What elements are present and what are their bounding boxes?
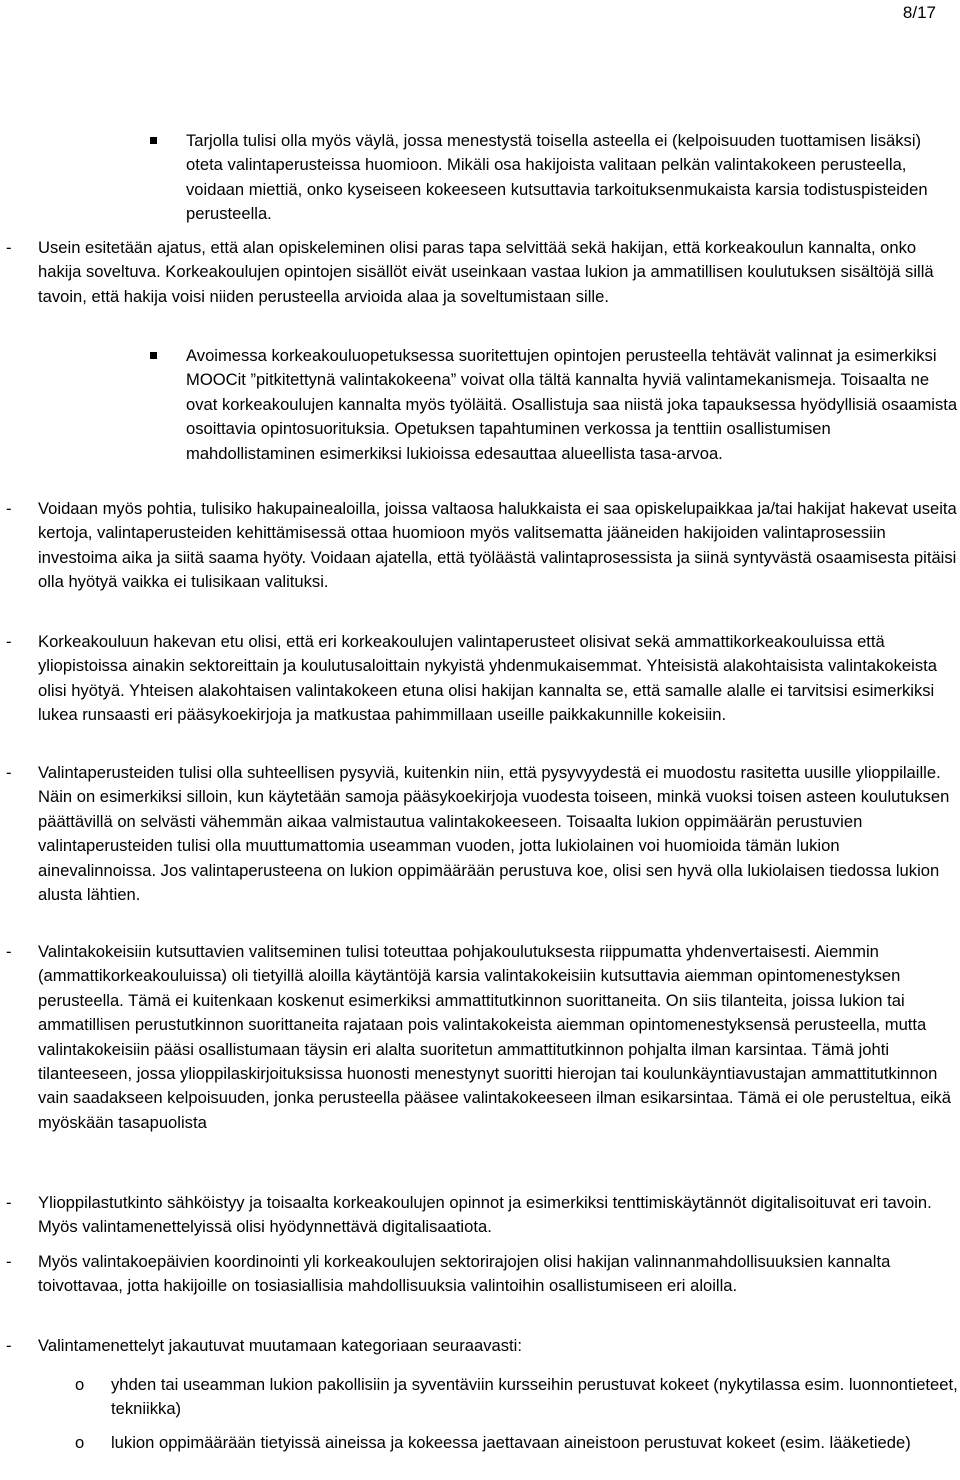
square-bullet-icon bbox=[150, 352, 157, 359]
page-number: 8/17 bbox=[902, 3, 936, 22]
sub-list-item bbox=[75, 1373, 960, 1422]
list-item-text: Myös valintakoepäivien koordinointi yli korkeakoulujen sektorirajojen olisi hakijan valinnanmahdollisuuksien kannalta toivottavaa, jotta hakijoille on tosiasiallisia mahdollisuuksia valintoihin osallistumiseen eri aloilla. bbox=[38, 1252, 891, 1296]
list-item-dash bbox=[6, 940, 960, 1135]
list-item-dash bbox=[6, 236, 960, 309]
list-item-dash bbox=[6, 630, 960, 728]
list-item-text: Voidaan myös pohtia, tulisiko hakupainealoilla, joissa valtaosa halukkaista ei saa opiskelupaikkaa ja/tai hakijat hakevat useita kertoja, valintaperusteiden kehittämisessä ottaa huomioon myös valitsematta jääneiden hakijoiden valintaprosessiin investoima aika ja siitä saama hyöty. Voidaan ajatella, että työläästä valintaprosessista ja siinä syntyvästä osaamisesta pitäisi olla hyötyä vaikka ei tulisikaan valituksi. bbox=[38, 499, 957, 592]
dash-marker: - bbox=[6, 942, 12, 961]
list-item-dash bbox=[6, 497, 960, 595]
list-item-dash bbox=[6, 1191, 960, 1240]
dash-marker: - bbox=[6, 238, 12, 257]
list-item-text: Valintakokeisiin kutsuttavien valitseminen tulisi toteuttaa pohjakoulutuksesta riippumatta yhdenvertaisesti. Aiemmin (ammattikorkeakouluissa) oli tietyillä aloilla käytäntöjä karsia valintakokeisiin kutsuttavia aiemman opintomenestyksen perusteella. Tämä ei kuitenkaan koskenut esimerkiksi ammattitutkinnon suorittaneita. On siis tilanteita, joissa lukion tai ammatillisen perustutkinnon suorittaneita rajataan pois valintakokeista aiemman opintomenestyksensä perusteella, mutta valintakokeisiin pääsi osallistumaan täysin eri alalta suoritetun ammattitutkinnon pohjalta ilman karsintaa. Tämä johti tilanteeseen, jossa ylioppilaskirjoituksissa huonosti menestynyt suoritti hierojan tai koulunkäyntiavustajan ammattitutkinnon vain saadakseen kelpoisuuden, jonka perusteella pääsee valintakokeeseen ilman esikarsintaa. Tämä ei ole perusteltua, eikä myöskään tasapuolista bbox=[38, 942, 951, 1132]
list-item-text: Usein esitetään ajatus, että alan opiskeleminen olisi paras tapa selvittää sekä hakijan, että korkeakoulun kannalta, onko hakija soveltuva. Korkeakoulujen opintojen sisällöt eivät useinkaan vastaa lukion ja ammatillisen koulutuksen sisältöjä sillä tavoin, että hakija voisi niiden perusteella arvioida alaa ja soveltumistaan sille. bbox=[38, 238, 934, 306]
bullet-text: Avoimessa korkeakouluopetuksessa suoritettujen opintojen perusteella tehtävät valinnat ja esimerkiksi MOOCit ”pitkitettynä valintakokeena” voivat olla tältä kannalta hyviä valintamekanismeja. Toisaalta ne ovat korkeakoulujen kannalta myös työläitä. Osallistuja saa niistä joka tapauksessa hyödyllisiä osaamista osoittavia opintosuorituksia. Opetuksen tapahtuminen verkossa ja tenttiin osallistumisen mahdollistaminen esimerkiksi lukioissa edesauttaa alueellista tasa-arvoa. bbox=[186, 346, 958, 463]
dash-marker: - bbox=[6, 632, 12, 651]
bullet-text: Tarjolla tulisi olla myös väylä, jossa menestystä toisella asteella ei (kelpoisuuden tuottamisen lisäksi) oteta valintaperusteissa huomioon. Mikäli osa hakijoista valitaan pelkän valintakokeen perusteella, voidaan miettiä, onko kyseiseen kokeeseen kutsuttavia tarkoituksenmukaista karsia todistuspisteiden perusteella. bbox=[186, 131, 928, 224]
circle-bullet-icon: o bbox=[75, 1375, 85, 1394]
list-item-dash bbox=[6, 1250, 960, 1299]
list-item-text: Valintamenettelyt jakautuvat muutamaan kategoriaan seuraavasti: bbox=[38, 1336, 522, 1355]
list-item-dash bbox=[6, 1334, 960, 1358]
list-item-text: Valintaperusteiden tulisi olla suhteellisen pysyviä, kuitenkin niin, että pysyvyydestä ei muodostu rasitetta uusille ylioppilaille. Näin on esimerkiksi silloin, kun käytetään samoja pääsykoekirjoja vuodesta toiseen, minkä vuoksi toisen asteen koulutuksen päättävillä on selvästi vähemmän aikaa valmistautua valintakokeeseen. Toisaalta lukion oppimäärän perustuvien valintaperusteiden tulisi olla muuttumattomia useamman vuoden, jotta lukiolainen voi huomioida tämän lukion ainevalinnoissa. Jos valintaperusteena on lukion oppimäärään perustuva koe, olisi sen hyvä olla lukiolaisen tiedossa lukion alusta lähtien. bbox=[38, 763, 950, 905]
list-item-text: Ylioppilastutkinto sähköistyy ja toisaalta korkeakoulujen opinnot ja esimerkiksi tenttimiskäytännöt digitalisoituvat eri tavoin. Myös valintamenettelyissä olisi hyödynnettävä digitalisaatiota. bbox=[38, 1193, 932, 1237]
list-item-text: Korkeakouluun hakevan etu olisi, että eri korkeakoulujen valintaperusteet olisivat sekä ammattikorkeakouluissa että yliopistoissa ainakin sektoreittain ja koulutusaloittain nykyistä yhdenmukaisemmat. Yhteisistä alakohtaisista valintakokeista olisi hyötyä. Yhteisen alakohtaisen valintakokeen etuna olisi hakijan kannalta se, että samalle alalle ei tarvitsisi esimerkiksi lukea runsaasti eri pääsykoekirjoja ja matkustaa pahimmillaan useille paikkakunnille kokeisiin. bbox=[38, 632, 937, 725]
dash-marker: - bbox=[6, 1252, 12, 1271]
sub-list-item-text: yhden tai useamman lukion pakollisiin ja syventäviin kursseihin perustuvat kokeet (nykytilassa esim. luonnontieteet, tekniikka) bbox=[111, 1375, 958, 1419]
sub-list-item-text: lukion oppimäärään tietyissä aineissa ja kokeessa jaettavaan aineistoon perustuvat kokeet (esim. lääketiede) bbox=[111, 1433, 911, 1452]
dash-marker: - bbox=[6, 763, 12, 782]
sub-list-item bbox=[75, 1431, 960, 1455]
circle-bullet-icon: o bbox=[75, 1433, 85, 1452]
dash-marker: - bbox=[6, 1336, 12, 1355]
square-bullet-icon bbox=[150, 137, 157, 144]
dash-marker: - bbox=[6, 1193, 12, 1212]
bullet-item-square bbox=[186, 344, 960, 466]
list-item-dash bbox=[6, 761, 960, 907]
dash-marker: - bbox=[6, 499, 12, 518]
bullet-item-square bbox=[186, 129, 960, 227]
